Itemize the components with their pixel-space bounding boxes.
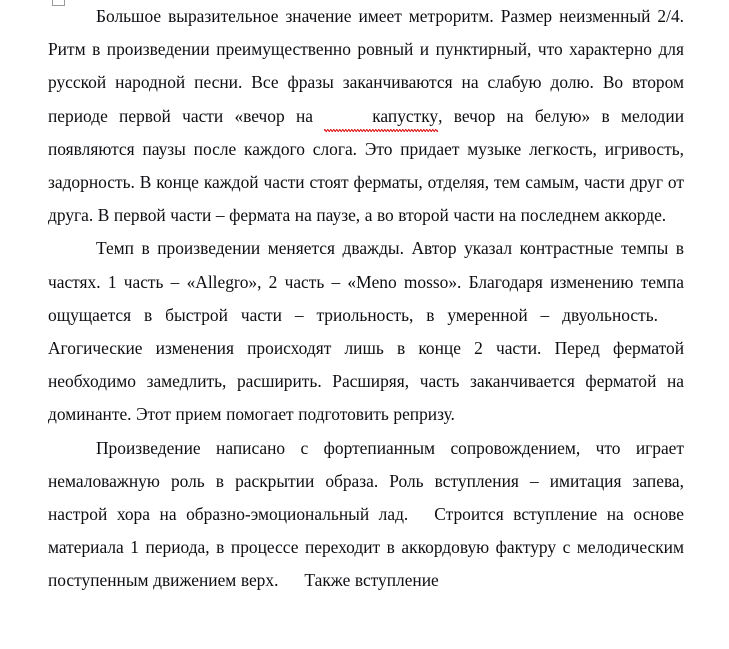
spellcheck-misspelled-word[interactable]: капустку: [324, 100, 438, 133]
document-text-body: [48, 0, 684, 598]
paragraph-1: Большое выразительное значение имеет метроритм. Размер неизменный 2/4. Ритм в произведении преимущественно ровный и пунктирный, что характерно для русской народной песни. Все фразы заканчиваются на слабую долю. Во втором периоде первой части «вечор на капустку, вечор на белую» в мелодии появляются паузы после каждого слога. Это придает музыке легкость, игривость, задорность. В конце каждой части стоят ферматы, отделяя, тем самым, части друг от друга. В первой части – фермата на паузе, а во второй части на последнем аккорде.: [48, 6, 684, 226]
paragraph-3: Произведение написано с фортепианным сопровождением, что играет немаловажную роль в раскрытии образа. Роль вступления – имитация запева, настрой хора на образно-эмоциональный лад. Строится вступление на основе материала 1 периода, в процессе переходит в аккордовую фактуру с мелодическим поступенным движением верх. Также вступление: [48, 437, 685, 591]
paragraph-2: Темп в произведении меняется дважды. Автор указал контрастные темпы в частях. 1 часть – «Allegro», 2 часть – «Meno mosso». Благодаря изменению темпа ощущается в быстрой части – триольность, в умеренной – двуольность.Агогические изменения происходят лишь в конце 2 части. Перед ферматой необходимо замедлить, расширить. Расширяя, часть заканчивается ферматой на доминанте. Этот прием помогает подготовить репризу.: [48, 238, 684, 425]
